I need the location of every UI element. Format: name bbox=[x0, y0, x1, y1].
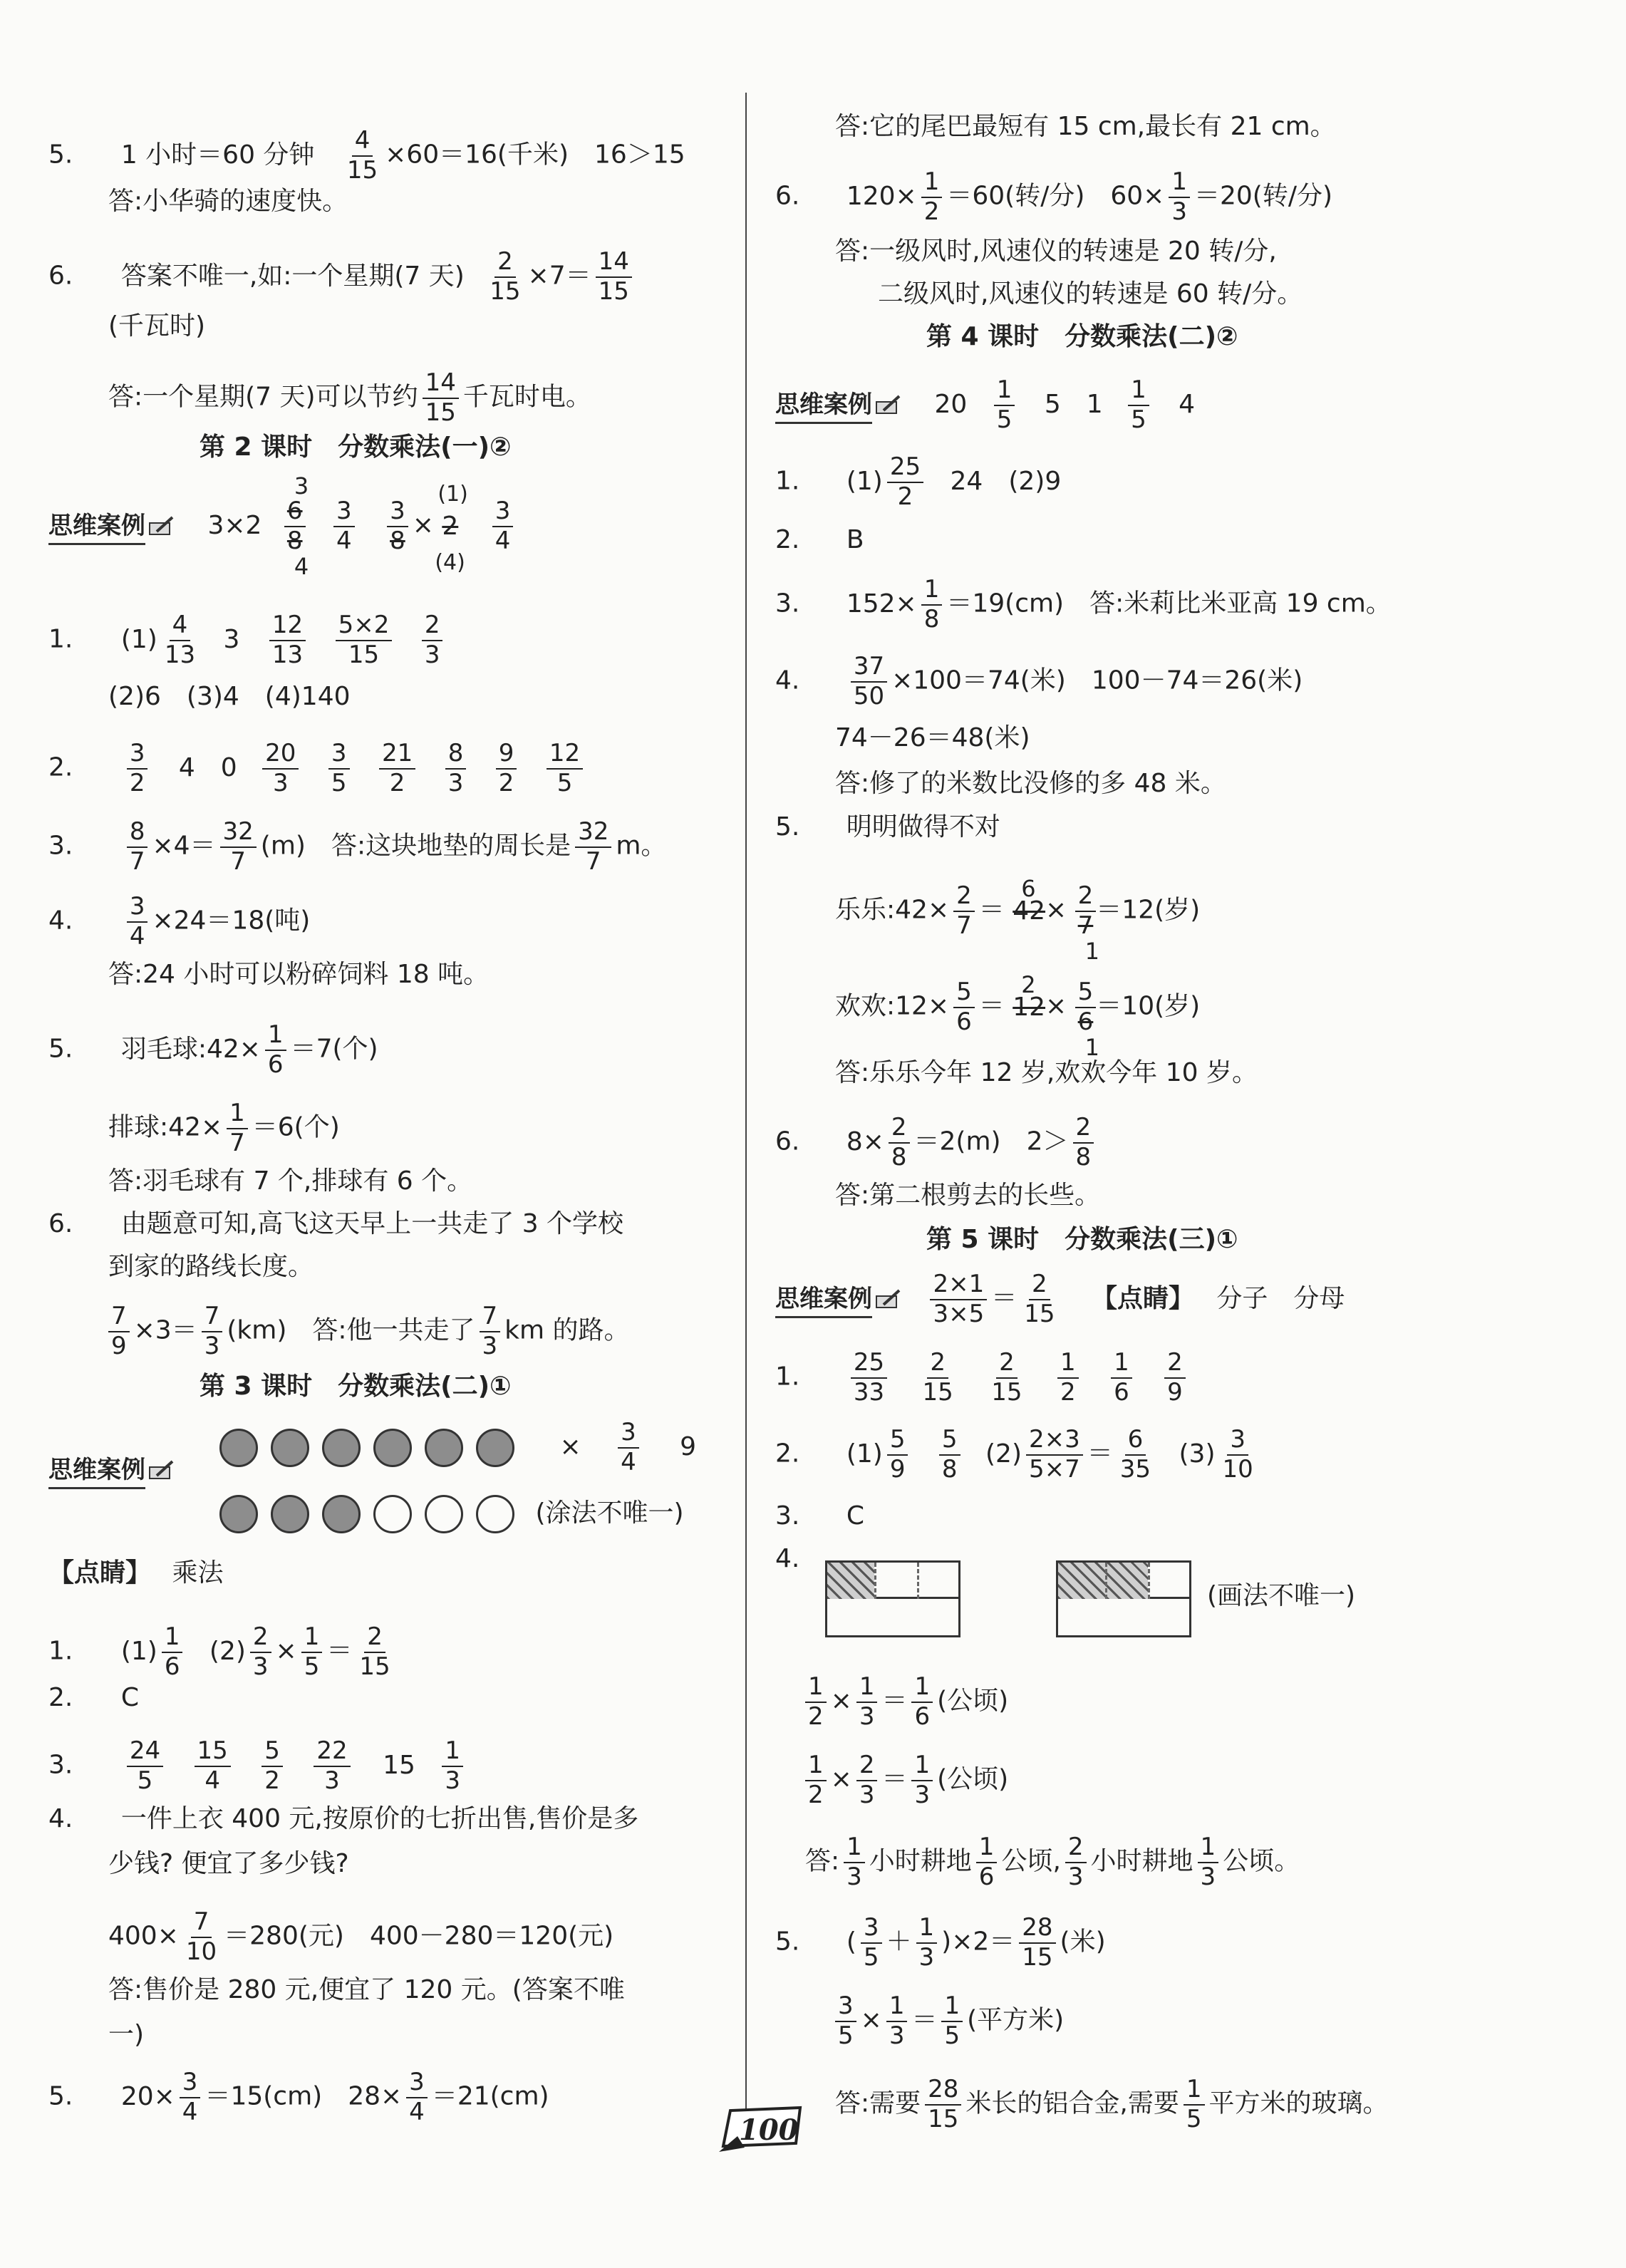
filled-circle bbox=[476, 1429, 514, 1467]
case-label: 思维案例 bbox=[775, 390, 872, 424]
right-q6: 6. 120× $\frac{1}{2}$ ＝60(转/分) 60× $\frac{1}{3}$ ＝20(转/分) bbox=[775, 167, 1333, 226]
cancel-fraction: $\frac{2}{7}$ 1 bbox=[1075, 884, 1097, 938]
lesson-4-q6-answer: 答:第二根剪去的长些。 bbox=[835, 1181, 1101, 1210]
lesson-4-q6: 6. 8× $\frac{2}{8}$ ＝2(m) 2＞ $\frac{2}{8}$ bbox=[775, 1115, 1098, 1170]
fraction: $\frac{28}{15}$ bbox=[1019, 1915, 1055, 1970]
lesson-2-q6-line2: 到家的路线长度。 bbox=[108, 1252, 314, 1281]
lesson-5-q4-num: 4. bbox=[775, 1544, 800, 1573]
lesson-2-q3: 3. $\frac{8}{7}$ ×4＝ $\frac{32}{7}$ (m) 答:这块地垫的周长是 $\frac{32}{7}$ m。 bbox=[48, 817, 667, 876]
fraction: $\frac{2}{15}$ bbox=[991, 1348, 1022, 1407]
lesson-3-q4-line2: 少钱? 便宜了多少钱? bbox=[108, 1849, 349, 1878]
fraction: $\frac{1}{5}$ bbox=[301, 1625, 323, 1679]
lesson-4-q5-huanhuan: 欢欢:12× $\frac{5}{6}$ ＝ 2 12× $\frac{5}{6}$ 1 ＝10(岁) bbox=[835, 970, 1201, 1062]
fraction: $\frac{5}{6}$ bbox=[953, 980, 975, 1035]
fraction: $\frac{2}{3}$ bbox=[422, 613, 443, 668]
cancel-number: 2 12 bbox=[1013, 970, 1046, 1022]
fraction: $\frac{1}{3}$ bbox=[856, 1674, 878, 1729]
lesson-3-q4-line3: 400× $\frac{7}{10}$ ＝280(元) 400－280＝120(元) bbox=[108, 1907, 614, 1966]
lesson-4-q4: 4. $\frac{37}{50}$ ×100＝74(米) 100－74＝26(米) bbox=[775, 652, 1303, 710]
lesson-4-q2: 2. B bbox=[775, 525, 864, 554]
cancel-fraction: $\frac{5}{6}$ 1 bbox=[1075, 980, 1097, 1035]
lesson-5-q4-note: (画法不唯一) bbox=[1207, 1581, 1356, 1610]
fraction: $\frac{9}{2}$ bbox=[496, 741, 517, 796]
lesson-5-q4-answer: 答: $\frac{1}{3}$ 小时耕地 $\frac{1}{6}$ 公顷, $\frac{2}{3}$ 小时耕地 $\frac{1}{3}$ 公顷。 bbox=[805, 1833, 1300, 1891]
fraction: $\frac{3}{4}$ bbox=[618, 1420, 639, 1475]
filled-circle bbox=[271, 1495, 309, 1533]
lesson-5-q1: 1. $\frac{25}{33}$ $\frac{2}{15}$ $\frac{2}{15}$ $\frac{1}{2}$ $\frac{1}{6}$ $\frac{2}{9}$ bbox=[775, 1350, 1190, 1405]
cancel-number: 6 42 bbox=[1013, 874, 1046, 926]
fraction: $\frac{14}{15}$ bbox=[596, 249, 632, 304]
fraction: $\frac{7}{9}$ bbox=[108, 1304, 130, 1359]
fraction: $\frac{3}{5}$ bbox=[861, 1915, 882, 1970]
lesson-3-q2: 2. C bbox=[48, 1683, 139, 1712]
right-top-answer: 答:它的尾巴最短有 15 cm,最长有 21 cm。 bbox=[835, 112, 1336, 141]
lesson-5-q5-answer: 答:需要 $\frac{28}{15}$ 米长的铝合金,需要 $\frac{1}{5}$ 平方米的玻璃。 bbox=[835, 2075, 1389, 2133]
fraction: $\frac{32}{7}$ bbox=[575, 819, 611, 874]
fraction: $\frac{1}{3}$ bbox=[886, 1994, 908, 2049]
fraction: $\frac{1}{3}$ bbox=[1198, 1835, 1219, 1890]
fraction: $\frac{3}{5}$ bbox=[835, 1994, 856, 2049]
fraction: $\frac{22}{3}$ bbox=[314, 1739, 350, 1793]
fraction: $\frac{7}{3}$ bbox=[202, 1304, 223, 1359]
fraction: $\frac{8}{7}$ bbox=[127, 819, 148, 874]
fraction: $\frac{1}{2}$ bbox=[805, 1753, 827, 1808]
fraction: $\frac{1}{6}$ bbox=[1111, 1350, 1132, 1405]
fraction: $\frac{37}{50}$ bbox=[851, 654, 887, 709]
fraction: $\frac{3}{4}$ bbox=[492, 499, 514, 554]
fraction: $\frac{15}{4}$ bbox=[195, 1739, 231, 1793]
lesson-2-case: 思维案例 3×2 3 $\frac{6}{8}$ 4 $\frac{3}{4}$ $\frac{3}{8}$ × (1) 2 (4) $\frac{3}{4}$ bbox=[48, 499, 517, 554]
fraction: $\frac{2}{15}$ bbox=[490, 247, 521, 306]
right-q6-answer-1: 答:一级风时,风速仪的转速是 20 转/分, bbox=[835, 237, 1277, 266]
lesson-2-q6: 6. 由题意可知,高飞这天早上一共走了 3 个学校 bbox=[48, 1209, 624, 1238]
lesson-3-q4-answer: 答:售价是 280 元,便宜了 120 元。(答案不唯 bbox=[108, 1975, 625, 2004]
fraction: $\frac{2}{7}$ bbox=[953, 884, 975, 938]
lesson-5-q5-line2: $\frac{3}{5}$ × $\frac{1}{3}$ ＝ $\frac{1}{5}$ (平方米) bbox=[835, 1994, 1064, 2049]
fraction: $\frac{1}{5}$ bbox=[994, 378, 1015, 433]
lesson-3-case bbox=[48, 1457, 175, 1483]
fraction: $\frac{12}{13}$ bbox=[269, 613, 306, 668]
lesson-5-q2: 2. (1) $\frac{5}{9}$ $\frac{5}{8}$ (2) $\frac{2\times 3}{5\times 7}$ ＝ $\frac{6}{35}$ (3) $\frac{3}{10}$ bbox=[775, 1427, 1260, 1482]
fraction: $\frac{1}{5}$ bbox=[1128, 378, 1149, 433]
lesson-3-q3: 3. $\frac{24}{5}$ $\frac{15}{4}$ $\frac{5}{2}$ $\frac{22}{3}$ 15 $\frac{1}{3}$ bbox=[48, 1739, 467, 1793]
lesson-2-q1: 1. (1) $\frac{4}{13}$ 3 $\frac{12}{13}$ $\frac{5\times 2}{15}$ $\frac{2}{3}$ bbox=[48, 613, 447, 668]
fraction: $\frac{28}{15}$ bbox=[925, 2077, 961, 2132]
left-q5-answer: 答:小华骑的速度快。 bbox=[108, 187, 348, 216]
fraction: $\frac{5}{9}$ bbox=[887, 1427, 908, 1482]
fraction: $\frac{2}{8}$ bbox=[1073, 1115, 1094, 1170]
lesson-4-q4-answer: 答:修了的米数比没修的多 48 米。 bbox=[835, 769, 1226, 798]
case-label: 思维案例 bbox=[48, 1456, 145, 1489]
lesson-4-case: 思维案例 20 $\frac{1}{5}$ 5 1 $\frac{1}{5}$ 4 bbox=[775, 376, 1196, 434]
fraction: $\frac{1}{3}$ bbox=[844, 1835, 865, 1890]
filled-circle bbox=[219, 1429, 258, 1467]
fraction: $\frac{1}{2}$ bbox=[805, 1674, 827, 1729]
lesson-2-q4-answer: 答:24 小时可以粉碎饲料 18 吨。 bbox=[108, 960, 490, 989]
fraction: $\frac{1}{3}$ bbox=[911, 1753, 933, 1808]
circle-row-2: (涂法不唯一) bbox=[219, 1495, 684, 1533]
fraction: $\frac{3}{8}$ bbox=[387, 499, 408, 554]
fraction: $\frac{3}{4}$ bbox=[127, 894, 148, 949]
fraction: $\frac{4}{13}$ bbox=[164, 611, 196, 669]
hatched-area bbox=[827, 1563, 874, 1599]
circle-row-1: × $\frac{3}{4}$ 9 bbox=[219, 1420, 696, 1475]
lesson-4-q5-lele: 乐乐:42× $\frac{2}{7}$ ＝ 6 42× $\frac{2}{7}$ 1 ＝12(岁) bbox=[835, 874, 1201, 965]
fraction: $\frac{21}{2}$ bbox=[379, 741, 415, 796]
fraction: $\frac{2}{15}$ bbox=[1024, 1270, 1055, 1328]
fraction: $\frac{25}{33}$ bbox=[851, 1350, 887, 1405]
page-number: 100 bbox=[739, 2113, 799, 2147]
lesson-2-q5: 5. 羽毛球:42× $\frac{1}{6}$ ＝7(个) bbox=[48, 1020, 378, 1079]
fraction: $\frac{2}{9}$ bbox=[1164, 1350, 1186, 1405]
lesson-2-title: 第 2 课时 分数乘法(一)② bbox=[200, 433, 512, 462]
filled-circle bbox=[322, 1495, 361, 1533]
filled-circle bbox=[425, 1429, 463, 1467]
filled-circle bbox=[271, 1429, 309, 1467]
lesson-2-q1-cont: (2)6 (3)4 (4)140 bbox=[108, 682, 351, 711]
empty-circle bbox=[373, 1495, 412, 1533]
lesson-3-tip: 【点睛】 乘法 bbox=[48, 1558, 224, 1588]
fraction: $\frac{2}{15}$ bbox=[359, 1622, 390, 1681]
column-divider bbox=[745, 93, 747, 2116]
lesson-2-q5-answer: 答:羽毛球有 7 个,排球有 6 个。 bbox=[108, 1166, 473, 1196]
fraction: $\frac{1}{6}$ bbox=[976, 1835, 998, 1890]
fraction: $\frac{2}{3}$ bbox=[1065, 1835, 1087, 1890]
left-q5-line: 5. 1 小时＝60 分钟 $\frac{4}{15}$ ×60＝16(千米) 16＞15 bbox=[48, 126, 685, 185]
fraction: $\frac{1}{6}$ bbox=[265, 1022, 286, 1077]
filled-circle bbox=[373, 1429, 412, 1467]
fraction: $\frac{1}{3}$ bbox=[442, 1739, 463, 1793]
lesson-2-q4: 4. $\frac{3}{4}$ ×24＝18(吨) bbox=[48, 892, 311, 951]
fraction: $\frac{1}{3}$ bbox=[916, 1915, 938, 1970]
fraction: $\frac{1}{5}$ bbox=[1184, 2077, 1205, 2132]
fraction: $\frac{5}{8}$ bbox=[939, 1427, 960, 1482]
lesson-3-title: 第 3 课时 分数乘法(二)① bbox=[200, 1372, 512, 1401]
lesson-3-q1: 1. (1) $\frac{1}{6}$ (2) $\frac{2}{3}$ × $\frac{1}{5}$ ＝ $\frac{2}{15}$ bbox=[48, 1625, 398, 1679]
pencil-book-icon bbox=[875, 395, 902, 416]
empty-circle bbox=[425, 1495, 463, 1533]
left-q6-line: 6. 答案不唯一,如:一个星期(7 天) $\frac{2}{15}$ ×7＝ $\frac{14}{15}$ bbox=[48, 249, 636, 304]
lesson-2-q5-line2: 排球:42× $\frac{1}{7}$ ＝6(个) bbox=[108, 1099, 340, 1157]
case-label: 思维案例 bbox=[775, 1285, 872, 1318]
fraction: $\frac{7}{3}$ bbox=[480, 1304, 501, 1359]
lesson-5-q4-eq2: $\frac{1}{2}$ × $\frac{2}{3}$ ＝ $\frac{1}{3}$ (公顷) bbox=[805, 1753, 1008, 1808]
fraction: $\frac{24}{5}$ bbox=[127, 1739, 163, 1793]
fraction: $\frac{3}{4}$ bbox=[406, 2070, 428, 2125]
fraction: $\frac{3}{10}$ bbox=[1222, 1425, 1253, 1483]
pencil-book-icon bbox=[148, 1460, 175, 1481]
case-label: 思维案例 bbox=[48, 512, 145, 545]
fraction: $\frac{1}{7}$ bbox=[227, 1101, 248, 1156]
filled-circle bbox=[322, 1429, 361, 1467]
fraction: $\frac{1}{2}$ bbox=[921, 170, 943, 224]
lesson-2-q6-line3: $\frac{7}{9}$ ×3＝ $\frac{7}{3}$ (km) 答:他一共走了 $\frac{7}{3}$ km 的路。 bbox=[108, 1304, 630, 1359]
diagram-rectangle-1 bbox=[825, 1560, 960, 1637]
lesson-2-q2: 2. $\frac{3}{2}$ 4 0 $\frac{20}{3}$ $\frac{3}{5}$ $\frac{21}{2}$ $\frac{8}{3}$ $\frac{9}{2}$ $\frac{12}{5}$ bbox=[48, 741, 587, 796]
fraction: $\frac{1}{6}$ bbox=[911, 1674, 933, 1729]
right-q6-answer-2: 二级风时,风速仪的转速是 60 转/分。 bbox=[878, 279, 1303, 309]
fraction: $\frac{5}{2}$ bbox=[261, 1739, 283, 1793]
lesson-4-q4-line2: 74－26＝48(米) bbox=[835, 723, 1030, 752]
lesson-3-q4: 4. 一件上衣 400 元,按原价的七折出售,售价是多 bbox=[48, 1804, 639, 1833]
fraction: $\frac{3}{4}$ bbox=[333, 499, 355, 554]
cancel-number: (1) 2 (4) bbox=[435, 481, 468, 575]
fraction: $\frac{1}{2}$ bbox=[1057, 1350, 1079, 1405]
left-q6-answer: 答:一个星期(7 天)可以节约 $\frac{14}{15}$ 千瓦时电。 bbox=[108, 368, 591, 427]
lesson-5-q3: 3. C bbox=[775, 1501, 864, 1531]
fraction: $\frac{2}{3}$ bbox=[250, 1625, 271, 1679]
fraction: $\frac{4}{15}$ bbox=[346, 126, 378, 185]
fraction: $\frac{1}{5}$ bbox=[941, 1994, 963, 2049]
filled-circle bbox=[219, 1495, 258, 1533]
hatched-area bbox=[1058, 1563, 1148, 1599]
diagram-rectangle-2 bbox=[1056, 1560, 1191, 1637]
lesson-4-title: 第 4 课时 分数乘法(二)② bbox=[926, 322, 1238, 351]
pencil-book-icon bbox=[875, 1289, 902, 1310]
page-number-badge bbox=[716, 2102, 809, 2155]
empty-circle bbox=[476, 1495, 514, 1533]
fraction: $\frac{14}{15}$ bbox=[423, 371, 459, 425]
lesson-5-case: 思维案例 $\frac{2\times 1}{3\times 5}$ ＝ $\frac{2}{15}$ 【点睛】 分子 分母 bbox=[775, 1270, 1345, 1328]
left-q6-unit: (千瓦时) bbox=[108, 311, 206, 341]
fraction: $\frac{1}{8}$ bbox=[921, 577, 943, 632]
lesson-4-q3: 3. 152× $\frac{1}{8}$ ＝19(cm) 答:米莉比米亚高 19 cm。 bbox=[775, 575, 1392, 633]
fraction: $\frac{3}{4}$ bbox=[180, 2070, 201, 2125]
lesson-4-q1: 1. (1) $\frac{25}{2}$ 24 (2)9 bbox=[775, 452, 1062, 511]
fraction: $\frac{12}{5}$ bbox=[547, 741, 583, 796]
lesson-4-q5-answer: 答:乐乐今年 12 岁,欢欢今年 10 岁。 bbox=[835, 1058, 1258, 1087]
fraction: $\frac{5\times 2}{15}$ bbox=[336, 613, 393, 668]
cancel-fraction: 3 $\frac{6}{8}$ 4 bbox=[284, 499, 306, 554]
lesson-3-q5: 5. 20× $\frac{3}{4}$ ＝15(cm) 28× $\frac{3}{4}$ ＝21(cm) bbox=[48, 2068, 549, 2126]
fraction: $\frac{32}{7}$ bbox=[220, 819, 257, 874]
fraction: $\frac{6}{35}$ bbox=[1119, 1425, 1151, 1483]
fraction: $\frac{2\times 1}{3\times 5}$ bbox=[930, 1272, 987, 1327]
lesson-4-q5: 5. 明明做得不对 bbox=[775, 812, 1000, 842]
fraction: $\frac{3}{5}$ bbox=[328, 741, 350, 796]
fraction: $\frac{2}{8}$ bbox=[889, 1115, 910, 1170]
fraction: $\frac{8}{3}$ bbox=[445, 741, 467, 796]
fraction: $\frac{1}{3}$ bbox=[1169, 170, 1190, 224]
pencil-book-icon bbox=[148, 516, 175, 537]
fraction: $\frac{2\times 3}{5\times 7}$ bbox=[1026, 1427, 1083, 1482]
fraction: $\frac{3}{2}$ bbox=[127, 741, 148, 796]
lesson-5-q4-eq1: $\frac{1}{2}$ × $\frac{1}{3}$ ＝ $\frac{1}{6}$ (公顷) bbox=[805, 1674, 1008, 1729]
fraction: $\frac{2}{3}$ bbox=[856, 1753, 878, 1808]
fraction: $\frac{7}{10}$ bbox=[185, 1907, 217, 1966]
lesson-5-title: 第 5 课时 分数乘法(三)① bbox=[926, 1225, 1238, 1254]
fraction: $\frac{1}{6}$ bbox=[162, 1625, 183, 1679]
lesson-5-q5: 5. ( $\frac{3}{5}$ ＋ $\frac{1}{3}$ )×2＝ $\frac{28}{15}$ (米) bbox=[775, 1913, 1106, 1972]
fraction: $\frac{25}{2}$ bbox=[887, 455, 923, 509]
lesson-3-q4-answer-cont: 一) bbox=[108, 2020, 145, 2049]
fraction: $\frac{2}{15}$ bbox=[922, 1348, 953, 1407]
fraction: $\frac{20}{3}$ bbox=[262, 741, 299, 796]
